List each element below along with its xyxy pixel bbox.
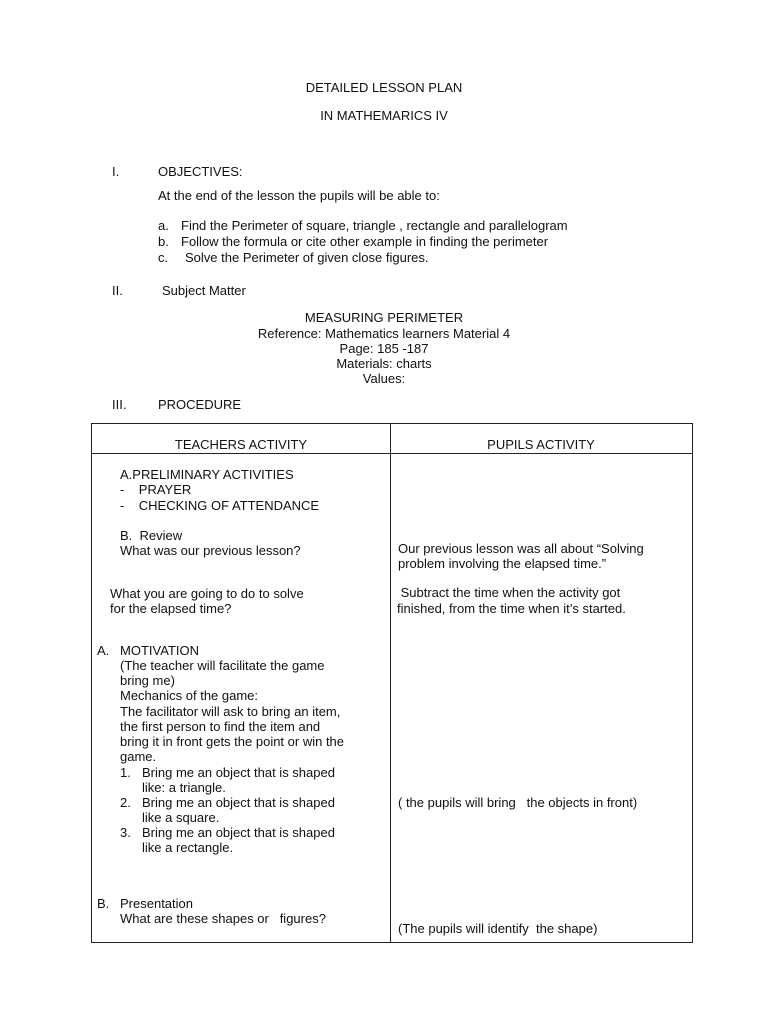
table-header-divider — [91, 453, 692, 454]
game-item-number: 1. — [120, 765, 131, 780]
solve-answer: Subtract the time when the activity got — [397, 585, 621, 600]
presentation-answer: (The pupils will identify the shape) — [398, 921, 598, 936]
motivation-line: bring it in front gets the point or win the — [120, 734, 345, 749]
section-numeral-subject-matter: II. — [112, 283, 123, 298]
subject-page: Page: 185 -187 — [339, 341, 429, 356]
presentation-letter: B. — [97, 896, 110, 911]
subject-values: Values: — [362, 371, 406, 386]
preliminary-item: - CHECKING OF ATTENDANCE — [120, 498, 320, 513]
game-item: like a square. — [142, 810, 220, 825]
motivation-letter: A. — [97, 643, 110, 658]
objective-letter: b. — [158, 234, 169, 249]
game-item: like a rectangle. — [142, 840, 234, 855]
motivation-line: The facilitator will ask to bring an item, — [120, 704, 341, 719]
presentation-heading: Presentation — [120, 896, 193, 911]
column-header-teachers: TEACHERS ACTIVITY — [174, 437, 308, 452]
motivation-heading: MOTIVATION — [120, 643, 199, 658]
motivation-line: the first person to find the item and — [120, 719, 321, 734]
section-heading-procedure: PROCEDURE — [158, 397, 242, 412]
solve-question: for the elapsed time? — [110, 601, 232, 616]
section-numeral-objectives: I. — [112, 164, 120, 179]
game-item: Bring me an object that is shaped — [142, 795, 335, 810]
game-item: Bring me an object that is shaped — [142, 765, 335, 780]
document-subtitle: IN MATHEMARICS IV — [320, 108, 448, 123]
solve-question: What you are going to do to solve — [110, 586, 304, 601]
presentation-question: What are these shapes or figures? — [120, 911, 326, 926]
motivation-line: (The teacher will facilitate the game — [120, 658, 325, 673]
solve-answer: finished, from the time when it’s started. — [397, 601, 626, 616]
motivation-line: game. — [120, 749, 157, 764]
review-heading: B. Review — [120, 528, 183, 543]
subject-reference: Reference: Mathematics learners Material 4 — [257, 326, 511, 341]
game-item: like: a triangle. — [142, 780, 226, 795]
subject-materials: Materials: charts — [336, 356, 432, 371]
preliminary-item: - PRAYER — [120, 482, 192, 497]
column-header-pupils: PUPILS ACTIVITY — [487, 437, 595, 452]
review-answer: problem involving the elapsed time.” — [398, 556, 607, 571]
game-item-number: 3. — [120, 825, 131, 840]
document-title: DETAILED LESSON PLAN — [305, 80, 463, 95]
objective-item: Solve the Perimeter of given close figures. — [185, 250, 429, 265]
subject-topic: MEASURING PERIMETER — [304, 310, 464, 325]
section-heading-subject-matter: Subject Matter — [162, 283, 246, 298]
motivation-answer: ( the pupils will bring the objects in front) — [398, 795, 638, 810]
review-answer: Our previous lesson was all about “Solving — [398, 541, 644, 556]
section-numeral-procedure: III. — [112, 397, 127, 412]
motivation-line: bring me) — [120, 673, 175, 688]
objective-letter: a. — [158, 218, 169, 233]
objective-item: Find the Perimeter of square, triangle , rectangle and parallelogram — [181, 218, 568, 233]
game-item: Bring me an object that is shaped — [142, 825, 335, 840]
motivation-line: Mechanics of the game: — [120, 688, 259, 703]
review-question: What was our previous lesson? — [120, 543, 301, 558]
table-column-divider — [390, 423, 391, 942]
objective-letter: c. — [158, 250, 169, 265]
game-item-number: 2. — [120, 795, 131, 810]
section-heading-objectives: OBJECTIVES: — [158, 164, 243, 179]
objectives-intro: At the end of the lesson the pupils will be able to: — [158, 188, 440, 203]
objective-item: Follow the formula or cite other example in finding the perimeter — [181, 234, 549, 249]
preliminary-heading: A.PRELIMINARY ACTIVITIES — [120, 467, 294, 482]
